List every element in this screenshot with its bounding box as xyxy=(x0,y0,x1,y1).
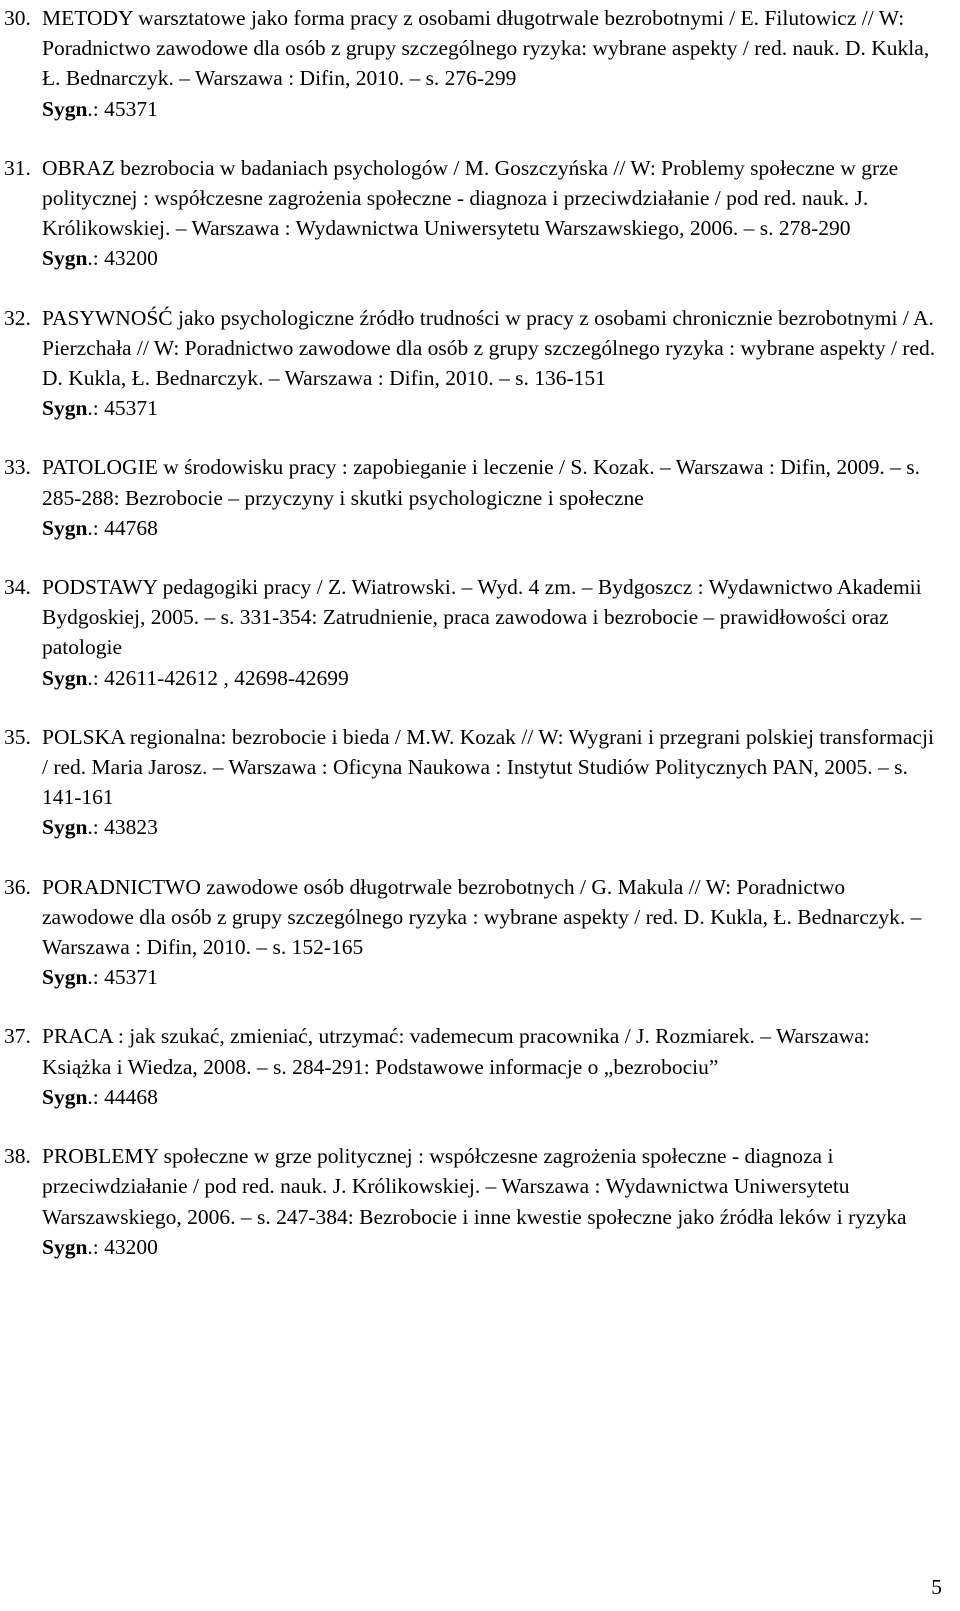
signature-value: .: 44468 xyxy=(87,1084,158,1109)
entry-signature xyxy=(42,812,942,842)
signature-label: Sygn xyxy=(42,96,88,121)
signature-label: Sygn xyxy=(42,515,88,540)
entry-citation: PROBLEMY społeczne w grze politycznej : współczesne zagrożenia społeczne - diagnoza i przeciwdziałanie / pod red. nauk. J. Królikowskiej. – Warszawa : Wydawnictwa Uniwersytetu Warszawskiego, 2006. – s. 247-384: Bezrobocie i inne kwestie społeczne jako źródła leków i ryzyka xyxy=(42,1144,907,1229)
entry-number: 38. xyxy=(4,1144,31,1169)
entry-number: 35. xyxy=(4,724,31,749)
entry-citation: POLSKA regionalna: bezrobocie i bieda / M.W. Kozak // W: Wygrani i przegrani polskiej transformacji / red. Maria Jarosz. – Warszawa : Oficyna Naukowa : Instytut Studiów Politycznych PAN, 2005. – s. 141-161 xyxy=(42,724,934,810)
entry-signature xyxy=(42,1082,942,1112)
signature-value: .: 45371 xyxy=(87,96,158,121)
signature-value: .: 44768 xyxy=(87,515,158,540)
entry-number: 31. xyxy=(4,155,31,180)
bibliography-entry-38 xyxy=(0,1141,960,1262)
bibliography-entry-31 xyxy=(0,153,960,274)
entry-number: 36. xyxy=(4,874,31,899)
bibliography-entry-36 xyxy=(0,872,960,993)
entry-citation: OBRAZ bezrobocia w badaniach psychologów / M. Goszczyńska // W: Problemy społeczne w grze politycznej : współczesne zagrożenia społeczne - diagnoza i przeciwdziałanie / pod red. nauk. J. Królikowskiej. – Warszawa : Wydawnictwa Uniwersytetu Warszawskiego, 2006. – s. 278-290 xyxy=(42,155,899,241)
entry-number: 37. xyxy=(4,1024,31,1049)
signature-label: Sygn xyxy=(42,815,88,840)
signature-label: Sygn xyxy=(42,1234,88,1259)
entry-number: 30. xyxy=(4,6,31,30)
entry-number: 33. xyxy=(4,455,31,480)
signature-value: .: 43823 xyxy=(87,815,158,840)
page-number: 5 xyxy=(931,1575,942,1599)
signature-label: Sygn xyxy=(42,665,88,690)
entry-citation: PATOLOGIE w środowisku pracy : zapobieganie i leczenie / S. Kozak. – Warszawa : Difin, 2009. – s. 285-288: Bezrobocie – przyczyny i skutki psychologiczne i społeczne xyxy=(42,455,920,510)
signature-label: Sygn xyxy=(42,965,88,990)
signature-value: .: 43200 xyxy=(87,1234,158,1259)
signature-value: .: 45371 xyxy=(87,396,158,421)
entry-citation: PRACA : jak szukać, zmieniać, utrzymać: vademecum pracownika / J. Rozmiarek. – Warszawa: Książka i Wiedza, 2008. – s. 284-291: Podstawowe informacje o „bezrobociu” xyxy=(42,1024,870,1079)
entry-citation: METODY warsztatowe jako forma pracy z osobami długotrwale bezrobotnymi / E. Filutowicz // W: Poradnictwo zawodowe dla osób z grupy szczególnego ryzyka: wybrane aspekty / red. nauk. D. Kukla, Ł. Bednarczyk. – Warszawa : Difin, 2010. – s. 276-299 xyxy=(42,6,930,91)
signature-label: Sygn xyxy=(42,1084,88,1109)
bibliography-entry-37 xyxy=(0,1021,960,1112)
entry-signature xyxy=(42,513,942,543)
bibliography-entry-33 xyxy=(0,452,960,543)
entry-citation: PODSTAWY pedagogiki pracy / Z. Wiatrowski. – Wyd. 4 zm. – Bydgoszcz : Wydawnictwo Akademii Bydgoskiej, 2005. – s. 331-354: Zatrudnienie, praca zawodowa i bezrobocie – prawidłowości oraz patologie xyxy=(42,575,922,660)
bibliography-entry-34 xyxy=(0,572,960,693)
signature-value: .: 42611-42612 , 42698-42699 xyxy=(87,665,349,690)
entry-number: 32. xyxy=(4,305,31,330)
entry-number: 34. xyxy=(4,575,31,600)
entry-signature xyxy=(42,393,942,423)
entry-citation: PORADNICTWO zawodowe osób długotrwale bezrobotnych / G. Makula // W: Poradnictwo zawodowe dla osób z grupy szczególnego ryzyka : wybrane aspekty / red. D. Kukla, Ł. Bednarczyk. – Warszawa : Difin, 2010. – s. 152-165 xyxy=(42,874,922,960)
bibliography-entry-32 xyxy=(0,303,960,424)
entry-citation: PASYWNOŚĆ jako psychologiczne źródło trudności w pracy z osobami chronicznie bezrobotnymi / A. Pierzchała // W: Poradnictwo zawodowe dla osób z grupy szczególnego ryzyka : wybrane aspekty / red. D. Kukla, Ł. Bednarczyk. – Warszawa : Difin, 2010. – s. 136-151 xyxy=(42,305,936,391)
signature-label: Sygn xyxy=(42,246,88,271)
entry-signature xyxy=(42,243,942,273)
signature-value: .: 45371 xyxy=(87,965,158,990)
bibliography-entry-30 xyxy=(0,3,960,124)
entry-signature xyxy=(42,962,942,992)
entry-signature xyxy=(42,1232,942,1262)
signature-label: Sygn xyxy=(42,396,88,421)
bibliography-entry-35 xyxy=(0,722,960,843)
entry-signature xyxy=(42,663,942,693)
entry-signature xyxy=(42,94,942,124)
signature-value: .: 43200 xyxy=(87,246,158,271)
